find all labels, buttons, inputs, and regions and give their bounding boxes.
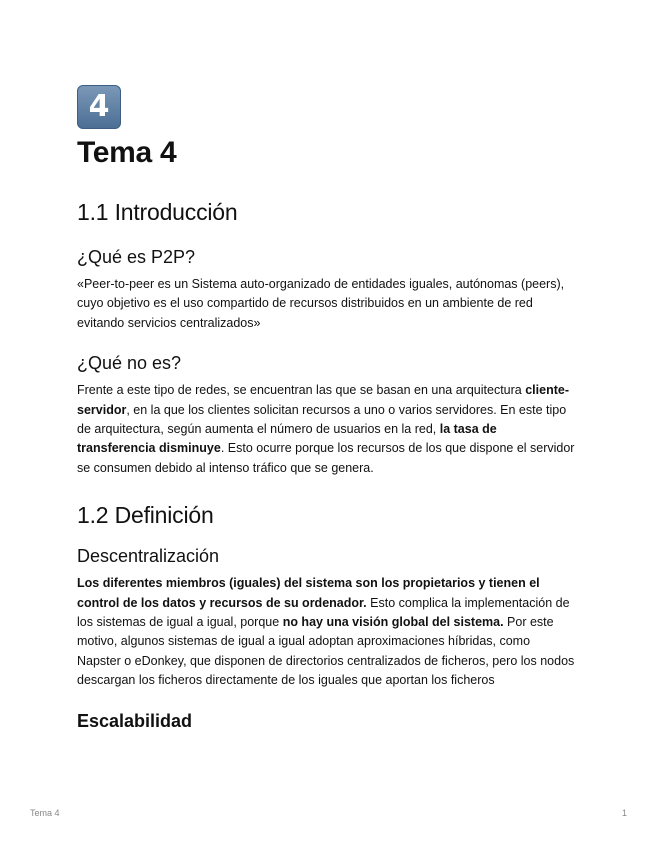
section-heading-introduccion: 1.1 Introducción	[77, 199, 238, 225]
section-heading-definicion: 1.2 Definición	[77, 502, 214, 529]
paragraph-cliente-servidor	[77, 381, 577, 478]
text-span: Frente a este tipo de redes, se encuentran las que se basan en una arquitectura	[77, 383, 526, 398]
bold-text: la tasa de transferencia disminuye	[77, 422, 497, 456]
page-title: Tema 4	[77, 136, 177, 169]
bold-text: no hay una visión global del sistema.	[282, 615, 504, 630]
text-span: , en la que los clientes solicitan recursos a uno o varios servidores. En este tipo de arquitectura, según aumenta el número de usuarios en la red,	[77, 402, 567, 437]
bold-text: Los diferentes miembros (iguales) del sistema son los propietarios y tienen el control de los datos y recursos de su ordenador.	[77, 576, 540, 610]
page-number: 1	[621, 808, 627, 818]
footer-title: Tema 4	[30, 808, 60, 818]
subheading-descentralizacion: Descentralización	[77, 546, 220, 567]
paragraph-definicion-p2p: «Peer-to-peer es un Sistema auto-organizado de entidades iguales, autónomas (peers), cuyo objetivo es el uso compartido de recursos distribuidos en un ambiente de red evitando servicios centralizados»	[77, 277, 565, 330]
bold-text: cliente-servidor	[77, 383, 569, 417]
paragraph-descentralizacion	[77, 574, 577, 690]
subheading-que-no-es: ¿Qué no es?	[77, 353, 182, 374]
keycap-4-icon: 4	[77, 85, 121, 129]
text-span: Por este motivo, algunos sistemas de igual a igual adoptan aproximaciones híbridas, como Napster o eDonkey, que disponen de directorios centralizados de ficheros, pero los nodos descargan los ficheros directamente de los iguales que aportan los ficheros	[77, 615, 575, 688]
document-body	[77, 85, 577, 733]
subheading-que-es-p2p: ¿Qué es P2P?	[77, 247, 196, 267]
text-span: Esto complica la implementación de los sistemas de igual a igual, porque	[77, 595, 570, 630]
subheading-escalabilidad: Escalabilidad	[77, 710, 193, 731]
text-span: . Esto ocurre porque los recursos de los que dispone el servidor se consumen debido al intenso tráfico que se genera.	[77, 441, 575, 475]
